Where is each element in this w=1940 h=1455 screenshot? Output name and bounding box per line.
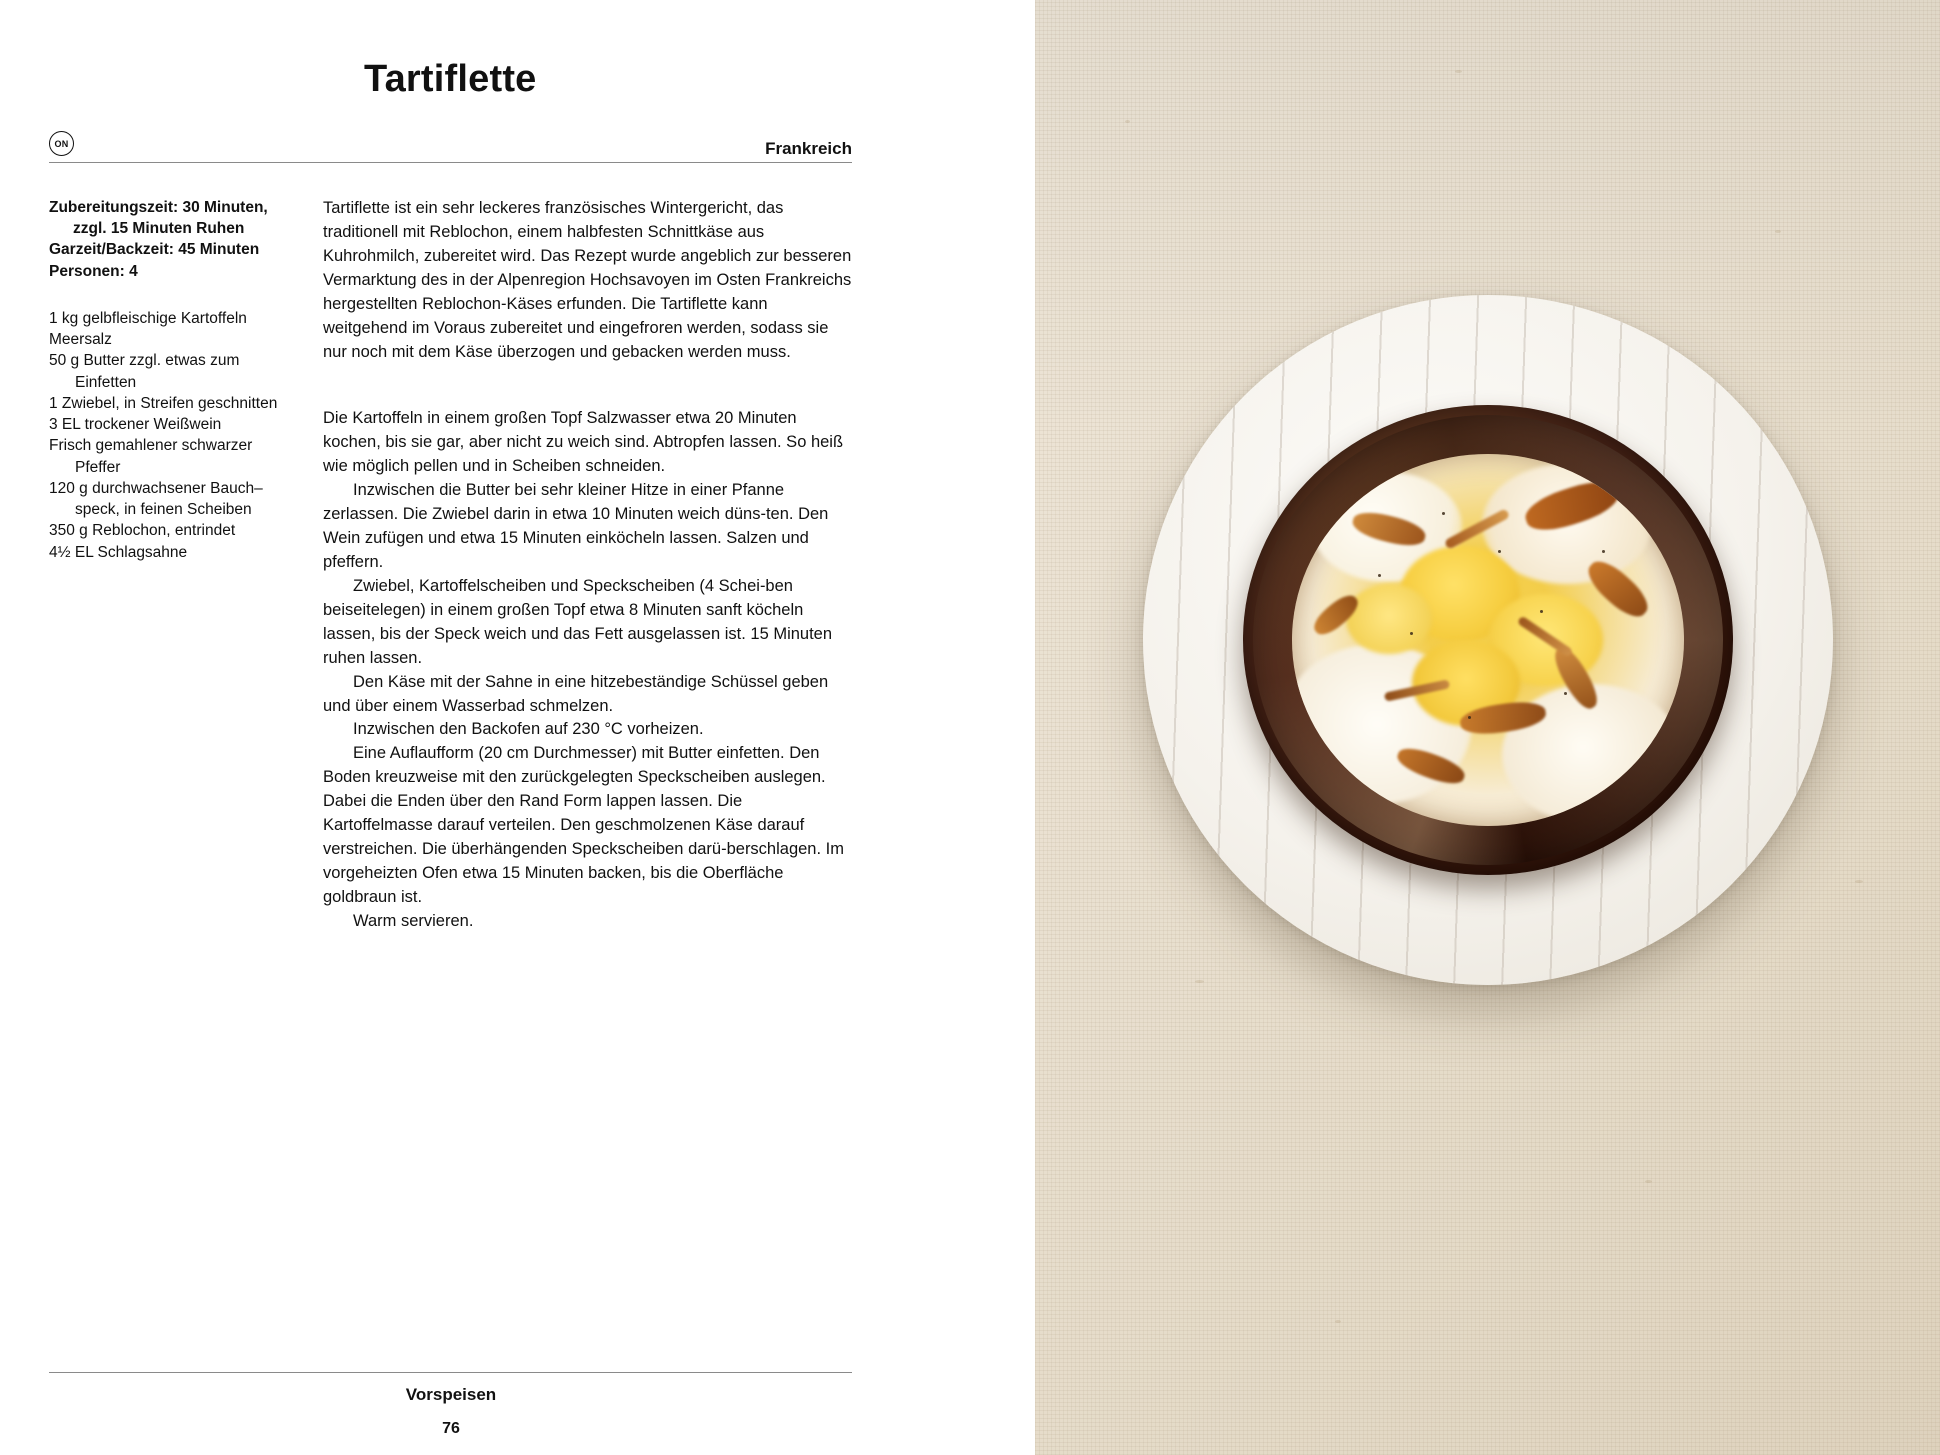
ingredient-text-cont: Einfetten [75,373,137,391]
ingredient-text: Meersalz [49,331,112,349]
header-divider [49,162,852,163]
list-item [49,308,299,329]
step-paragraph: Den Käse mit der Sahne in eine hitzebeständige Schüssel geben und über einem Wasserbad schmelzen. [323,672,829,715]
ingredient-text: 120 g durchwachsener Bauch– [49,479,263,497]
list-item [49,542,299,563]
pepper-grain [1498,550,1501,553]
linen-fleck [1855,880,1863,883]
linen-fleck [1195,980,1204,983]
pepper-grain [1564,692,1567,695]
pepper-grain [1468,716,1471,719]
page-title: Tartiflette [364,58,537,101]
list-item [49,435,299,477]
page-number: 76 [442,1420,460,1437]
origin-badge-icon: ON [49,131,74,156]
list-item [49,329,299,350]
footer-divider [49,1372,852,1373]
linen-fleck [1645,1180,1652,1183]
list-item [49,520,299,541]
tartiflette-gratin [1292,454,1684,826]
ingredients-column [49,197,299,563]
ingredient-text: Frisch gemahlener schwarzer [49,437,253,455]
pepper-grain [1602,550,1605,553]
list-item [49,350,299,392]
prep-time-line2: zzgl. 15 Minuten Ruhen [73,220,245,238]
prep-time-line1: Zubereitungszeit: 30 Minuten, [49,199,268,216]
ingredient-text: 4½ EL Schlagsahne [49,543,188,561]
linen-fleck [1125,120,1130,123]
list-item [49,414,299,435]
recipe-intro [323,197,853,364]
ingredients-list [49,308,299,563]
section-label: Vorspeisen [405,1385,497,1404]
wooden-board [1143,295,1833,985]
ingredient-text: 350 g Reblochon, entrindet [49,522,236,540]
cook-time: Garzeit/Backzeit: 45 Minuten [49,241,260,259]
pepper-grain [1410,632,1413,635]
recipe-body [323,197,853,934]
time-info [49,197,299,282]
recipe-photo [1035,0,1940,1455]
pepper-grain [1442,512,1445,515]
servings: Personen: 4 [49,262,138,280]
ingredient-text: 3 EL trockener Weißwein [49,416,222,434]
linen-fleck [1775,230,1781,233]
step-paragraph: Eine Auflaufform (20 cm Durchmesser) mit Butter einfetten. Den Boden kreuzweise mit den zurückgelegten Speckscheiben auslegen. Dabei die Enden über den Rand Form lappen lassen. Die Kartoffelmasse darauf verteilen. Den geschmolzenen Käse darauf verstreichen. Die überhängenden Speckscheiben darü-berschlagen. Im vorgeheizten Ofen etwa 15 Minuten backen, bis die Oberfläche goldbraun ist. [323,744,844,906]
baking-dish [1243,405,1733,875]
step-paragraph: Inzwischen die Butter bei sehr kleiner Hitze in einer Pfanne zerlassen. Die Zwiebel darin in etwa 10 Minuten weich düns-ten. Den Wein zufügen und etwa 15 Minuten einköcheln lassen. Salzen und pfeffern. [323,481,829,571]
step-paragraph: Die Kartoffeln in einem großen Topf Salzwasser etwa 20 Minuten kochen, bis sie gar, aber nicht zu weich sind. Abtropfen lassen. So heiß wie möglich pellen und in Scheiben schneiden. [323,409,844,476]
pepper-grain [1378,574,1381,577]
ingredient-text: 1 Zwiebel, in Streifen geschnitten [49,394,278,412]
ingredient-text: 50 g Butter zzgl. etwas zum [49,352,240,370]
list-item [49,393,299,414]
recipe-steps [323,407,853,933]
linen-fleck [1335,1320,1341,1323]
ingredient-text: 1 kg gelbfleischige Kartoffeln [49,309,247,327]
linen-fleck [1455,70,1462,73]
ingredient-text-cont: Pfeffer [75,458,121,476]
intro-paragraph: Tartiflette ist ein sehr leckeres französisches Wintergericht, das traditionell mit Reblochon, einem halbfesten Schnittkäse aus Kuhrohmilch, zubereitet wird. Das Rezept wurde angeblich zur besseren Vermarktung des in der Alpenregion Hochsavoyen im Osten Frankreichs hergestellten Reblochon-Käses erfunden. Die Tartiflette kann weitgehend im Voraus zubereitet und eingefroren werden, sodass sie nur noch mit dem Käse überzogen und gebacken werden muss. [323,199,852,361]
pepper-grain [1540,610,1543,613]
country-label: Frankreich [765,139,852,158]
list-item [49,478,299,520]
step-paragraph: Inzwischen den Backofen auf 230 °C vorheizen. [353,720,704,739]
ingredient-text-cont: speck, in feinen Scheiben [75,501,252,519]
step-paragraph: Zwiebel, Kartoffelscheiben und Speckscheiben (4 Schei-ben beiseitelegen) in einem großen Topf etwa 8 Minuten sanft köcheln lassen, bis der Speck weich und das Fett ausgelassen ist. 15 Minuten ruhen lassen. [323,576,833,667]
potato-slice [1346,584,1432,654]
step-paragraph: Warm servieren. [353,911,474,930]
